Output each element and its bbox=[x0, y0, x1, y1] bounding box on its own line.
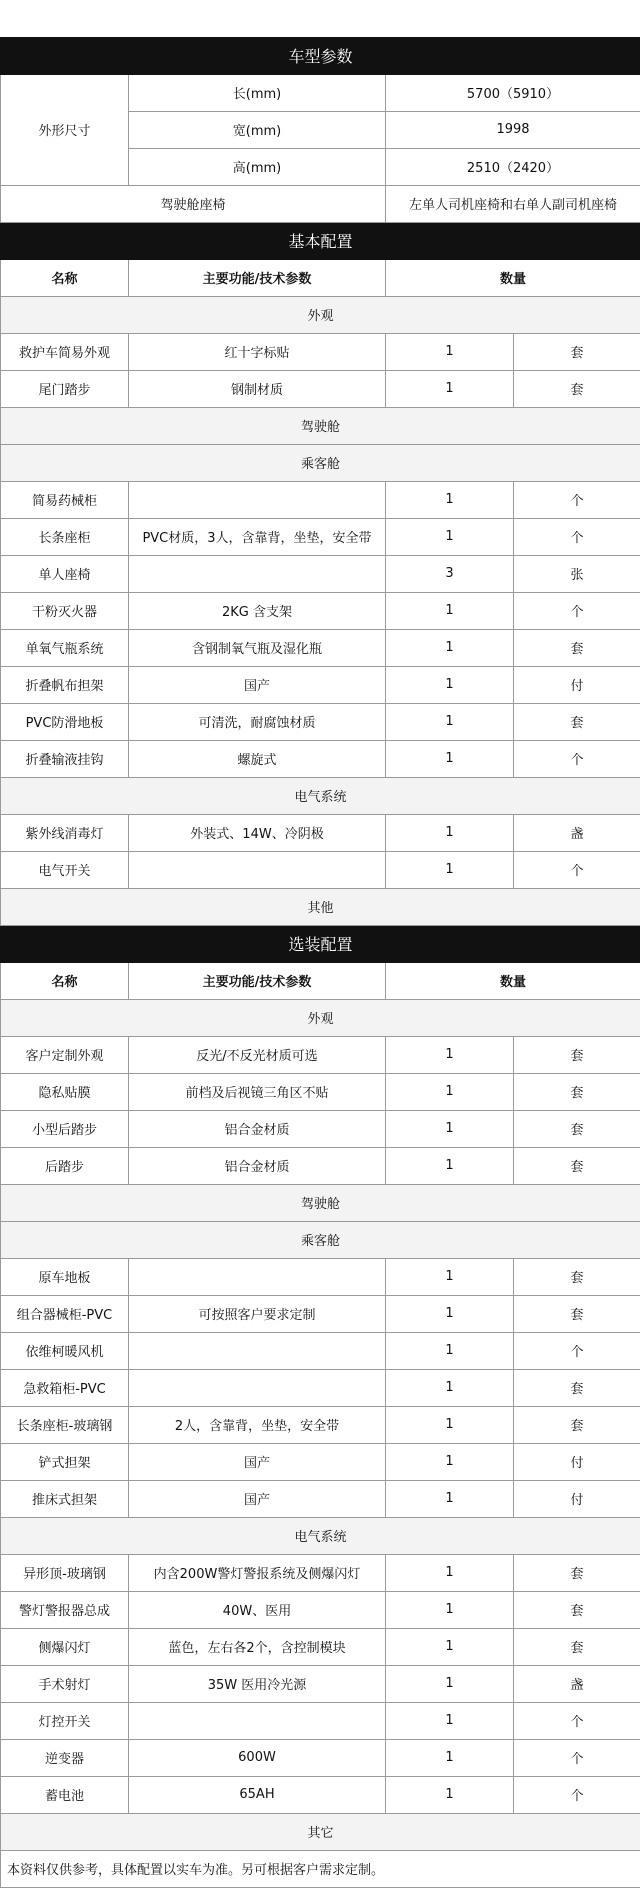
spec-title-row bbox=[1, 37, 640, 74]
item-func: 国产 bbox=[129, 1443, 386, 1480]
item-qty: 1 bbox=[386, 1332, 514, 1369]
item-name: 警灯警报器总成 bbox=[1, 1591, 129, 1628]
height-label: 高(mm) bbox=[129, 148, 386, 185]
item-func bbox=[129, 1369, 386, 1406]
table-row bbox=[1, 518, 640, 555]
table-row bbox=[1, 1036, 640, 1073]
item-func: 600W bbox=[129, 1739, 386, 1776]
table-row bbox=[1, 740, 640, 777]
item-unit: 套 bbox=[514, 333, 640, 370]
item-func: 螺旋式 bbox=[129, 740, 386, 777]
table-row bbox=[1, 1369, 640, 1406]
column-header-name: 名称 bbox=[1, 962, 129, 999]
item-qty: 3 bbox=[386, 555, 514, 592]
table-row bbox=[1, 592, 640, 629]
item-name: 单氧气瓶系统 bbox=[1, 629, 129, 666]
item-qty: 1 bbox=[386, 1443, 514, 1480]
section-title: 驾驶舱 bbox=[1, 1184, 640, 1221]
section-title: 电气系统 bbox=[1, 777, 640, 814]
item-qty: 1 bbox=[386, 1258, 514, 1295]
item-name: 救护车简易外观 bbox=[1, 333, 129, 370]
seat-value: 左单人司机座椅和右单人副司机座椅 bbox=[386, 185, 640, 222]
item-name: 蓄电池 bbox=[1, 1776, 129, 1813]
item-unit: 盏 bbox=[514, 814, 640, 851]
item-func: 国产 bbox=[129, 666, 386, 703]
item-func: 钢制材质 bbox=[129, 370, 386, 407]
item-func bbox=[129, 851, 386, 888]
item-func: 含钢制氧气瓶及湿化瓶 bbox=[129, 629, 386, 666]
item-name: 依维柯暖风机 bbox=[1, 1332, 129, 1369]
item-func: 40W、医用 bbox=[129, 1591, 386, 1628]
item-unit: 个 bbox=[514, 740, 640, 777]
optional-column-header bbox=[1, 962, 640, 999]
table-row bbox=[1, 851, 640, 888]
item-unit: 套 bbox=[514, 1554, 640, 1591]
item-qty: 1 bbox=[386, 1628, 514, 1665]
table-row bbox=[1, 1702, 640, 1739]
item-name: 客户定制外观 bbox=[1, 1036, 129, 1073]
dimension-row-length bbox=[1, 74, 640, 111]
item-func bbox=[129, 1702, 386, 1739]
section-title: 外观 bbox=[1, 296, 640, 333]
item-name: 灯控开关 bbox=[1, 1702, 129, 1739]
item-name: 干粉灭火器 bbox=[1, 592, 129, 629]
length-label: 长(mm) bbox=[129, 74, 386, 111]
item-name: 后踏步 bbox=[1, 1147, 129, 1184]
item-unit: 付 bbox=[514, 666, 640, 703]
item-qty: 1 bbox=[386, 1480, 514, 1517]
item-qty: 1 bbox=[386, 1147, 514, 1184]
item-func: 外装式、14W、冷阴极 bbox=[129, 814, 386, 851]
item-name: 逆变器 bbox=[1, 1739, 129, 1776]
item-unit: 个 bbox=[514, 481, 640, 518]
section-title: 其它 bbox=[1, 1813, 640, 1850]
item-unit: 盏 bbox=[514, 1665, 640, 1702]
table-row bbox=[1, 1739, 640, 1776]
item-name: 小型后踏步 bbox=[1, 1110, 129, 1147]
section-row bbox=[1, 296, 640, 333]
basic-title: 基本配置 bbox=[1, 222, 640, 259]
column-header-func: 主要功能/技术参数 bbox=[129, 259, 386, 296]
item-name: 简易药械柜 bbox=[1, 481, 129, 518]
optional-title-row bbox=[1, 925, 640, 962]
item-qty: 1 bbox=[386, 666, 514, 703]
item-qty: 1 bbox=[386, 1776, 514, 1813]
item-func bbox=[129, 1258, 386, 1295]
item-name: 电气开关 bbox=[1, 851, 129, 888]
section-row bbox=[1, 407, 640, 444]
item-qty: 1 bbox=[386, 1369, 514, 1406]
table-row bbox=[1, 629, 640, 666]
item-func bbox=[129, 555, 386, 592]
item-func: 铝合金材质 bbox=[129, 1110, 386, 1147]
item-func: 内含200W警灯警报系统及侧爆闪灯 bbox=[129, 1554, 386, 1591]
table-row bbox=[1, 1554, 640, 1591]
section-row bbox=[1, 999, 640, 1036]
item-unit: 付 bbox=[514, 1443, 640, 1480]
item-func: 反光/不反光材质可选 bbox=[129, 1036, 386, 1073]
item-qty: 1 bbox=[386, 1295, 514, 1332]
item-func: 铝合金材质 bbox=[129, 1147, 386, 1184]
item-func: 35W 医用冷光源 bbox=[129, 1665, 386, 1702]
footer-note: 本资料仅供参考，具体配置以实车为准。另可根据客户需求定制。 bbox=[1, 1850, 640, 1887]
item-name: 隐私贴膜 bbox=[1, 1073, 129, 1110]
item-name: 异形顶-玻璃钢 bbox=[1, 1554, 129, 1591]
item-func: 蓝色，左右各2个，含控制模块 bbox=[129, 1628, 386, 1665]
item-unit: 套 bbox=[514, 1147, 640, 1184]
column-header-qty: 数量 bbox=[386, 962, 640, 999]
item-func: PVC材质，3人，含靠背，坐垫，安全带 bbox=[129, 518, 386, 555]
section-row bbox=[1, 1184, 640, 1221]
item-qty: 1 bbox=[386, 370, 514, 407]
item-unit: 套 bbox=[514, 1036, 640, 1073]
item-func bbox=[129, 1332, 386, 1369]
section-row bbox=[1, 777, 640, 814]
height-value: 2510（2420） bbox=[386, 148, 640, 185]
item-name: 单人座椅 bbox=[1, 555, 129, 592]
item-unit: 付 bbox=[514, 1480, 640, 1517]
seat-row bbox=[1, 185, 640, 222]
item-unit: 个 bbox=[514, 1702, 640, 1739]
item-func: 2KG 含支架 bbox=[129, 592, 386, 629]
section-row bbox=[1, 444, 640, 481]
section-row bbox=[1, 1813, 640, 1850]
item-qty: 1 bbox=[386, 481, 514, 518]
item-unit: 个 bbox=[514, 1332, 640, 1369]
item-func: 2人，含靠背，坐垫，安全带 bbox=[129, 1406, 386, 1443]
item-qty: 1 bbox=[386, 1591, 514, 1628]
item-qty: 1 bbox=[386, 518, 514, 555]
section-title: 乘客舱 bbox=[1, 444, 640, 481]
item-qty: 1 bbox=[386, 629, 514, 666]
item-unit: 套 bbox=[514, 703, 640, 740]
table-row bbox=[1, 1776, 640, 1813]
table-row bbox=[1, 1110, 640, 1147]
table-row bbox=[1, 703, 640, 740]
item-func: 可清洗，耐腐蚀材质 bbox=[129, 703, 386, 740]
item-func: 前档及后视镜三角区不贴 bbox=[129, 1073, 386, 1110]
column-header-func: 主要功能/技术参数 bbox=[129, 962, 386, 999]
item-qty: 1 bbox=[386, 1739, 514, 1776]
section-row bbox=[1, 1517, 640, 1554]
section-title: 电气系统 bbox=[1, 1517, 640, 1554]
column-header-qty: 数量 bbox=[386, 259, 640, 296]
item-func bbox=[129, 481, 386, 518]
item-unit: 个 bbox=[514, 851, 640, 888]
seat-label: 驾驶舱座椅 bbox=[1, 185, 386, 222]
table-row bbox=[1, 1258, 640, 1295]
item-name: 折叠输液挂钩 bbox=[1, 740, 129, 777]
item-unit: 套 bbox=[514, 1406, 640, 1443]
table-row bbox=[1, 555, 640, 592]
table-row bbox=[1, 1665, 640, 1702]
section-title: 其他 bbox=[1, 888, 640, 925]
item-name: 长条座柜 bbox=[1, 518, 129, 555]
section-title: 乘客舱 bbox=[1, 1221, 640, 1258]
item-name: 长条座柜-玻璃钢 bbox=[1, 1406, 129, 1443]
item-qty: 1 bbox=[386, 1665, 514, 1702]
width-value: 1998 bbox=[386, 111, 640, 148]
table-row bbox=[1, 1480, 640, 1517]
item-func: 65AH bbox=[129, 1776, 386, 1813]
item-qty: 1 bbox=[386, 814, 514, 851]
table-row bbox=[1, 370, 640, 407]
optional-title: 选装配置 bbox=[1, 925, 640, 962]
item-unit: 套 bbox=[514, 1591, 640, 1628]
dimension-label: 外形尺寸 bbox=[1, 74, 129, 185]
basic-title-row bbox=[1, 222, 640, 259]
item-qty: 1 bbox=[386, 1554, 514, 1591]
item-name: 紫外线消毒灯 bbox=[1, 814, 129, 851]
table-row bbox=[1, 666, 640, 703]
section-title: 外观 bbox=[1, 999, 640, 1036]
table-row bbox=[1, 1406, 640, 1443]
item-qty: 1 bbox=[386, 1110, 514, 1147]
item-unit: 套 bbox=[514, 1369, 640, 1406]
item-unit: 套 bbox=[514, 1110, 640, 1147]
item-name: 急救箱柜-PVC bbox=[1, 1369, 129, 1406]
table-row bbox=[1, 814, 640, 851]
item-unit: 个 bbox=[514, 1776, 640, 1813]
item-qty: 1 bbox=[386, 703, 514, 740]
table-row bbox=[1, 481, 640, 518]
table-row bbox=[1, 1443, 640, 1480]
table-row bbox=[1, 333, 640, 370]
item-unit: 套 bbox=[514, 1295, 640, 1332]
item-unit: 个 bbox=[514, 518, 640, 555]
table-row bbox=[1, 1332, 640, 1369]
item-qty: 1 bbox=[386, 1036, 514, 1073]
section-row bbox=[1, 1221, 640, 1258]
column-header-name: 名称 bbox=[1, 259, 129, 296]
item-qty: 1 bbox=[386, 851, 514, 888]
item-func: 红十字标贴 bbox=[129, 333, 386, 370]
item-qty: 1 bbox=[386, 592, 514, 629]
item-unit: 张 bbox=[514, 555, 640, 592]
item-unit: 套 bbox=[514, 370, 640, 407]
item-name: PVC防滑地板 bbox=[1, 703, 129, 740]
item-name: 铲式担架 bbox=[1, 1443, 129, 1480]
section-row bbox=[1, 888, 640, 925]
basic-column-header bbox=[1, 259, 640, 296]
item-qty: 1 bbox=[386, 1702, 514, 1739]
table-row bbox=[1, 1591, 640, 1628]
item-unit: 个 bbox=[514, 592, 640, 629]
item-name: 折叠帆布担架 bbox=[1, 666, 129, 703]
item-func: 可按照客户要求定制 bbox=[129, 1295, 386, 1332]
table-row bbox=[1, 1147, 640, 1184]
item-qty: 1 bbox=[386, 1073, 514, 1110]
table-row bbox=[1, 1295, 640, 1332]
width-label: 宽(mm) bbox=[129, 111, 386, 148]
item-func: 国产 bbox=[129, 1480, 386, 1517]
footer-row bbox=[1, 1850, 640, 1887]
item-unit: 套 bbox=[514, 1258, 640, 1295]
section-title: 驾驶舱 bbox=[1, 407, 640, 444]
item-unit: 套 bbox=[514, 1073, 640, 1110]
length-value: 5700（5910） bbox=[386, 74, 640, 111]
item-name: 手术射灯 bbox=[1, 1665, 129, 1702]
table-row bbox=[1, 1073, 640, 1110]
item-name: 组合器械柜-PVC bbox=[1, 1295, 129, 1332]
table-row bbox=[1, 1628, 640, 1665]
item-name: 原车地板 bbox=[1, 1258, 129, 1295]
item-name: 尾门踏步 bbox=[1, 370, 129, 407]
item-unit: 套 bbox=[514, 1628, 640, 1665]
spec-title: 车型参数 bbox=[1, 37, 640, 74]
item-qty: 1 bbox=[386, 740, 514, 777]
item-qty: 1 bbox=[386, 1406, 514, 1443]
item-unit: 套 bbox=[514, 629, 640, 666]
item-unit: 个 bbox=[514, 1739, 640, 1776]
item-name: 推床式担架 bbox=[1, 1480, 129, 1517]
item-name: 侧爆闪灯 bbox=[1, 1628, 129, 1665]
item-qty: 1 bbox=[386, 333, 514, 370]
